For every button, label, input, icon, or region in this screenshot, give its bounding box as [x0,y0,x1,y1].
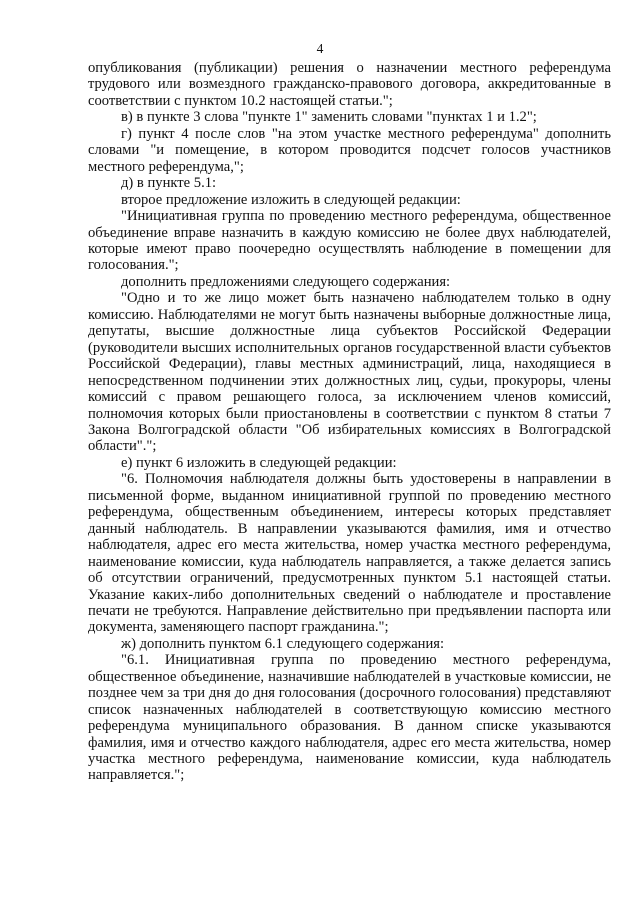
paragraph-quote-point-6-1: "6.1. Инициативная группа по проведению местного референдума, общественное объединение, назначившие наблюдателей в участковые комиссии, не позднее чем за три дня до дня голосования (досрочного голосования) представляют список назначенных наблюдателей в соответствующую комиссию местного референдума муниципального образования. В данном списке указываются фамилия, имя и отчество каждого наблюдателя, адрес его места жительства, номер участка местного референдума, наименование комиссии, куда наблюдатель направляется."; [88,652,611,784]
paragraph-item-e: е) пункт 6 изложить в следующей редакции: [121,454,397,471]
paragraph-second-sentence-intro: второе предложение изложить в следующей редакции: [121,191,461,208]
paragraph-item-g: г) пункт 4 после слов "на этом участке местного референдума" дополнить словами "и помещение, в котором проводится подсчет голосов участников местного референдума,"; [88,125,611,175]
paragraph-item-v: в) в пункте 3 слова "пункте 1" заменить словами "пунктах 1 и 1.2"; [121,109,537,126]
paragraph-item-d: д) в пункте 5.1: [121,175,217,192]
paragraph-supplement-intro: дополнить предложениями следующего содержания: [121,273,451,290]
paragraph-quote-observer-restrictions: "Одно и то же лицо может быть назначено наблюдателем только в одну комиссию. Наблюдателями не могут быть назначены выборные должностные лица, депутаты, высшие должностные лица субъектов Российской Федерации (руководители высших исполнительных органов государственной власти субъектов Российской Федерации), главы местных администраций, лица, находящиеся в непосредственном подчинении этих должностных лиц, судьи, прокуроры, члены комиссий с правом решающего голоса, за исключением членов комиссий, полномочия которых были приостановлены в соответствии с пунктом 8 статьи 7 Закона Волгоградской области "Об избирательных комиссиях в Волгоградской области"."; [88,290,611,455]
paragraph-continuation: опубликования (публикации) решения о назначении местного референдума трудового или возмездного гражданско-правового договора, аккредитованные в соответствии с пунктом 10.2 настоящей статьи."; [88,60,611,109]
paragraph-item-zh: ж) дополнить пунктом 6.1 следующего содержания: [121,635,445,652]
paragraph-quote-initiative-group: "Инициативная группа по проведению местного референдума, общественное объединение вправе назначить в каждую комиссию не более двух наблюдателей, которые имеют право поочередно осуществлять наблюдение в помещении для голосования."; [88,208,611,274]
page-number: 4 [316,41,324,56]
paragraph-quote-point-6: "6. Полномочия наблюдателя должны быть удостоверены в направлении в письменной форме, выданном инициативной группой по проведению местного референдума, общественным объединением, интересы которых представляет данный наблюдатель. В направлении указываются фамилия, имя и отчество наблюдателя, адрес его места жительства, номер участка местного референдума, наименование комиссии, куда наблюдатель направляется, а также делается запись об отсутствии ограничений, предусмотренных пунктом 5.1 настоящей статьи. Указание каких-либо дополнительных сведений о наблюдателе и проставление печати не требуются. Направление действительно при предъявлении паспорта или документа, заменяющего паспорт гражданина."; [88,471,611,636]
document-body [88,60,611,784]
